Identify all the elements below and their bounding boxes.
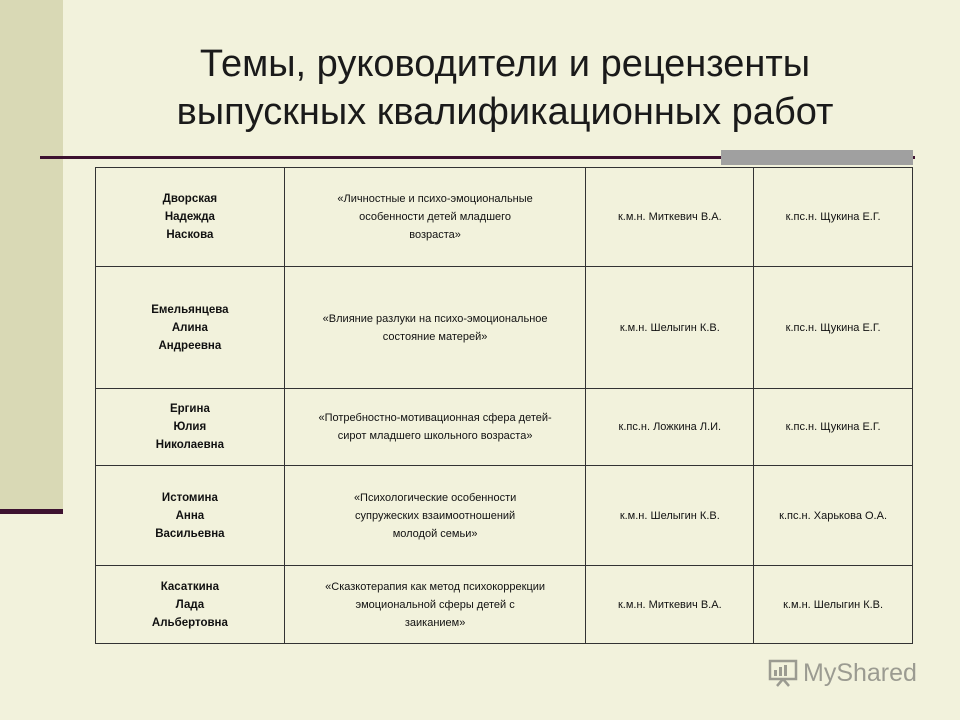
- table-row: [96, 267, 913, 389]
- student-patronymic: Васильевна: [155, 527, 225, 540]
- topic-line: «Психологические особенности: [353, 491, 517, 504]
- supervisor-cell: к.м.н. Миткевич В.А.: [586, 566, 754, 644]
- left-decorative-band: [0, 0, 63, 512]
- topic-line: эмоциональной сферы детей с: [355, 598, 515, 611]
- presentation-board-icon: [768, 658, 798, 688]
- topic-cell: [284, 566, 586, 644]
- topic-line: сирот младшего школьного возраста»: [337, 430, 533, 442]
- student-patronymic: Николаевна: [155, 439, 224, 451]
- reviewer-cell: к.пс.н. Щукина Е.Г.: [754, 267, 913, 389]
- topic-line: «Влияние разлуки на психо-эмоциональное: [322, 312, 548, 325]
- table-row: [96, 566, 913, 644]
- topic-line: особенности детей младшего: [359, 211, 512, 223]
- student-name-cell: [96, 466, 285, 566]
- topic-line: возраста»: [409, 229, 461, 241]
- reviewer-cell: к.пс.н. Щукина Е.Г.: [754, 168, 913, 267]
- table-row: [96, 466, 913, 566]
- title-line-1: Темы, руководители и рецензенты: [199, 43, 811, 85]
- left-decorative-bar: [0, 509, 63, 514]
- student-first-name: Анна: [175, 509, 205, 522]
- student-first-name: Алина: [171, 321, 208, 334]
- supervisor-cell: к.пс.н. Ложкина Л.И.: [586, 389, 754, 466]
- title-line-2: выпускных квалификационных работ: [176, 91, 834, 133]
- student-surname: Ергина: [169, 403, 210, 415]
- decorative-gray-block: [721, 150, 913, 165]
- topic-line: «Сказкотерапия как метод психокоррекции: [325, 580, 546, 593]
- slide-title: [100, 40, 910, 136]
- topic-cell: [284, 466, 586, 566]
- supervisor-cell: к.м.н. Миткевич В.А.: [586, 168, 754, 267]
- student-name-cell: [96, 566, 285, 644]
- supervisor-cell: к.м.н. Шелыгин К.В.: [586, 466, 754, 566]
- student-surname: Касаткина: [160, 580, 220, 593]
- reviewer-cell: к.пс.н. Харькова О.А.: [754, 466, 913, 566]
- reviewer-cell: к.м.н. Шелыгин К.В.: [754, 566, 913, 644]
- watermark-text: MyShared: [803, 658, 917, 687]
- student-surname: Дворская: [162, 193, 218, 205]
- table-row: [96, 389, 913, 466]
- topic-line: молодой семьи»: [392, 527, 478, 540]
- theses-table: [95, 167, 913, 644]
- student-name-cell: [96, 267, 285, 389]
- topic-cell: [284, 267, 586, 389]
- table-row: [96, 168, 913, 267]
- student-first-name: Надежда: [164, 211, 215, 223]
- student-patronymic: Альбертовна: [151, 616, 228, 629]
- topic-cell: [284, 389, 586, 466]
- student-first-name: Лада: [175, 598, 205, 611]
- student-surname: Емельянцева: [151, 303, 229, 316]
- topic-line: «Личностные и психо-эмоциональные: [337, 193, 533, 205]
- student-name-cell: [96, 389, 285, 466]
- topic-line: супружеских взаимоотношений: [355, 509, 516, 522]
- student-patronymic: Андреевна: [158, 339, 222, 352]
- watermark: [768, 658, 917, 688]
- student-patronymic: Наскова: [166, 229, 214, 241]
- student-surname: Истомина: [161, 491, 218, 504]
- topic-line: заиканием»: [404, 616, 466, 629]
- reviewer-cell: к.пс.н. Щукина Е.Г.: [754, 389, 913, 466]
- topic-line: состояние матерей»: [382, 330, 488, 343]
- supervisor-cell: к.м.н. Шелыгин К.В.: [586, 267, 754, 389]
- student-first-name: Юлия: [173, 421, 207, 433]
- topic-cell: [284, 168, 586, 267]
- student-name-cell: [96, 168, 285, 267]
- topic-line: «Потребностно-мотивационная сфера детей-: [318, 412, 552, 424]
